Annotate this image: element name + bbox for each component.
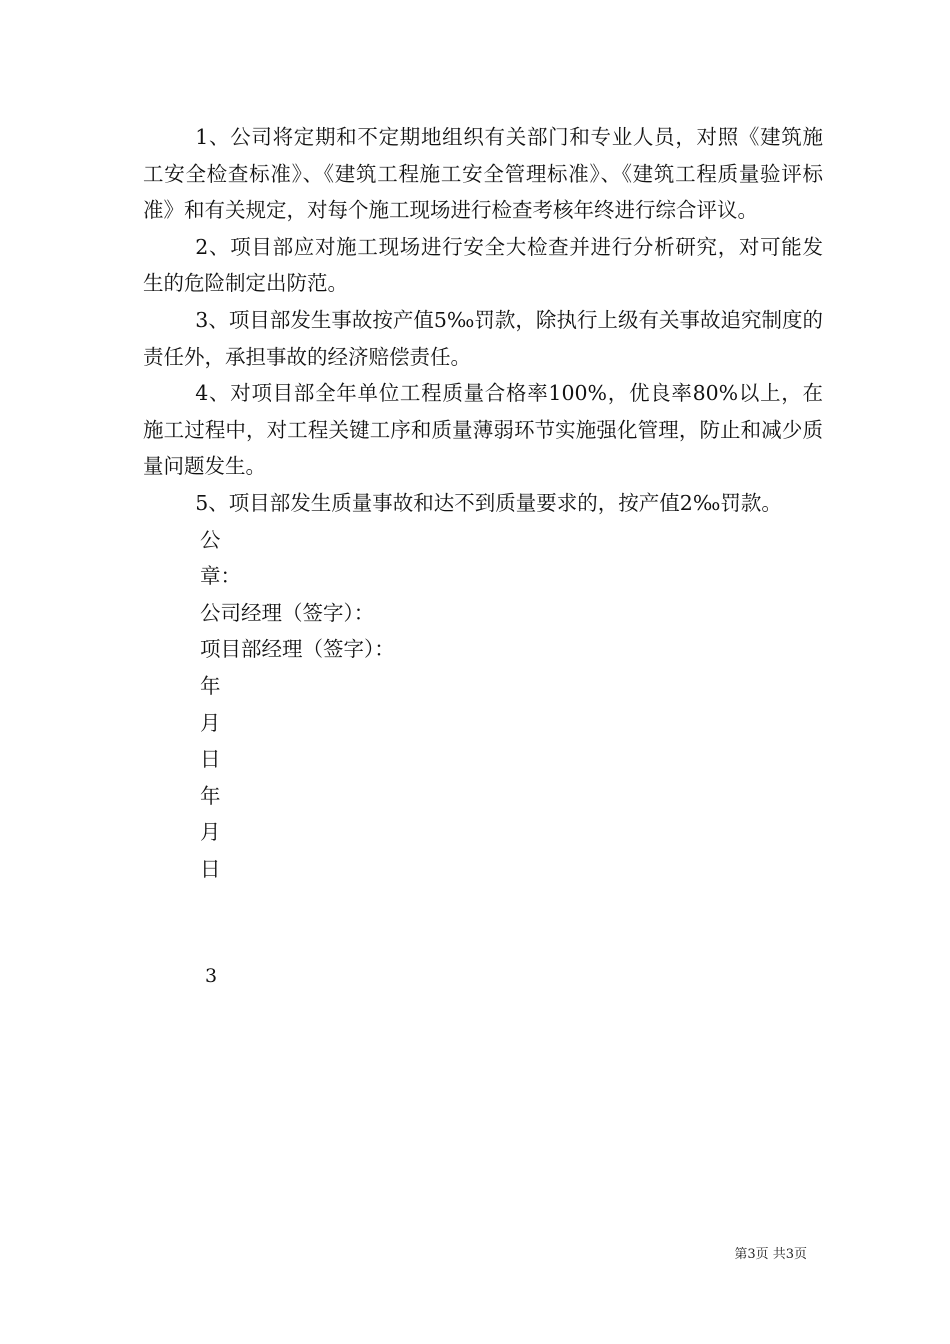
date1-day-label: 日 [200, 747, 221, 772]
paragraph-4: 4、对项目部全年单位工程质量合格率100%，优良率80%以上，在施工过程中，对工程关键工序和质量薄弱环节实施强化管理，防止和减少质量问题发生。 [143, 381, 823, 479]
paragraph-3: 3、项目部发生事故按产值5‰罚款，除执行上级有关事故追究制度的责任外，承担事故的经济赔偿责任。 [143, 307, 823, 369]
inline-page-number: 3 [205, 965, 218, 987]
project-manager-signature-label: 项目部经理（签字）： [200, 637, 395, 662]
document-body [143, 119, 823, 887]
seal-label-line1: 公 [200, 527, 221, 552]
paragraph-2: 2、项目部应对施工现场进行安全大检查并进行分析研究，对可能发生的危险制定出防范。 [143, 234, 823, 296]
date1-year-label: 年 [200, 673, 221, 698]
date1-month-label: 月 [200, 710, 221, 735]
date2-year-label: 年 [200, 783, 221, 808]
company-manager-signature-label: 公司经理（签字）： [200, 600, 375, 625]
date2-day-label: 日 [200, 856, 221, 881]
seal-label-line2: 章： [200, 564, 241, 589]
paragraph-5: 5、项目部发生质量事故和达不到质量要求的，按产值2‰罚款。 [195, 490, 782, 515]
page-footer: 第3页 共3页 [734, 1247, 807, 1262]
signature-block [143, 522, 823, 888]
paragraph-1: 1、公司将定期和不定期地组织有关部门和专业人员，对照《建筑施工安全检查标准》、《建筑工程施工安全管理标准》、《建筑工程质量验评标准》和有关规定，对每个施工现场进行检查考核年终进行综合评议。 [143, 125, 823, 223]
date2-month-label: 月 [200, 820, 221, 845]
